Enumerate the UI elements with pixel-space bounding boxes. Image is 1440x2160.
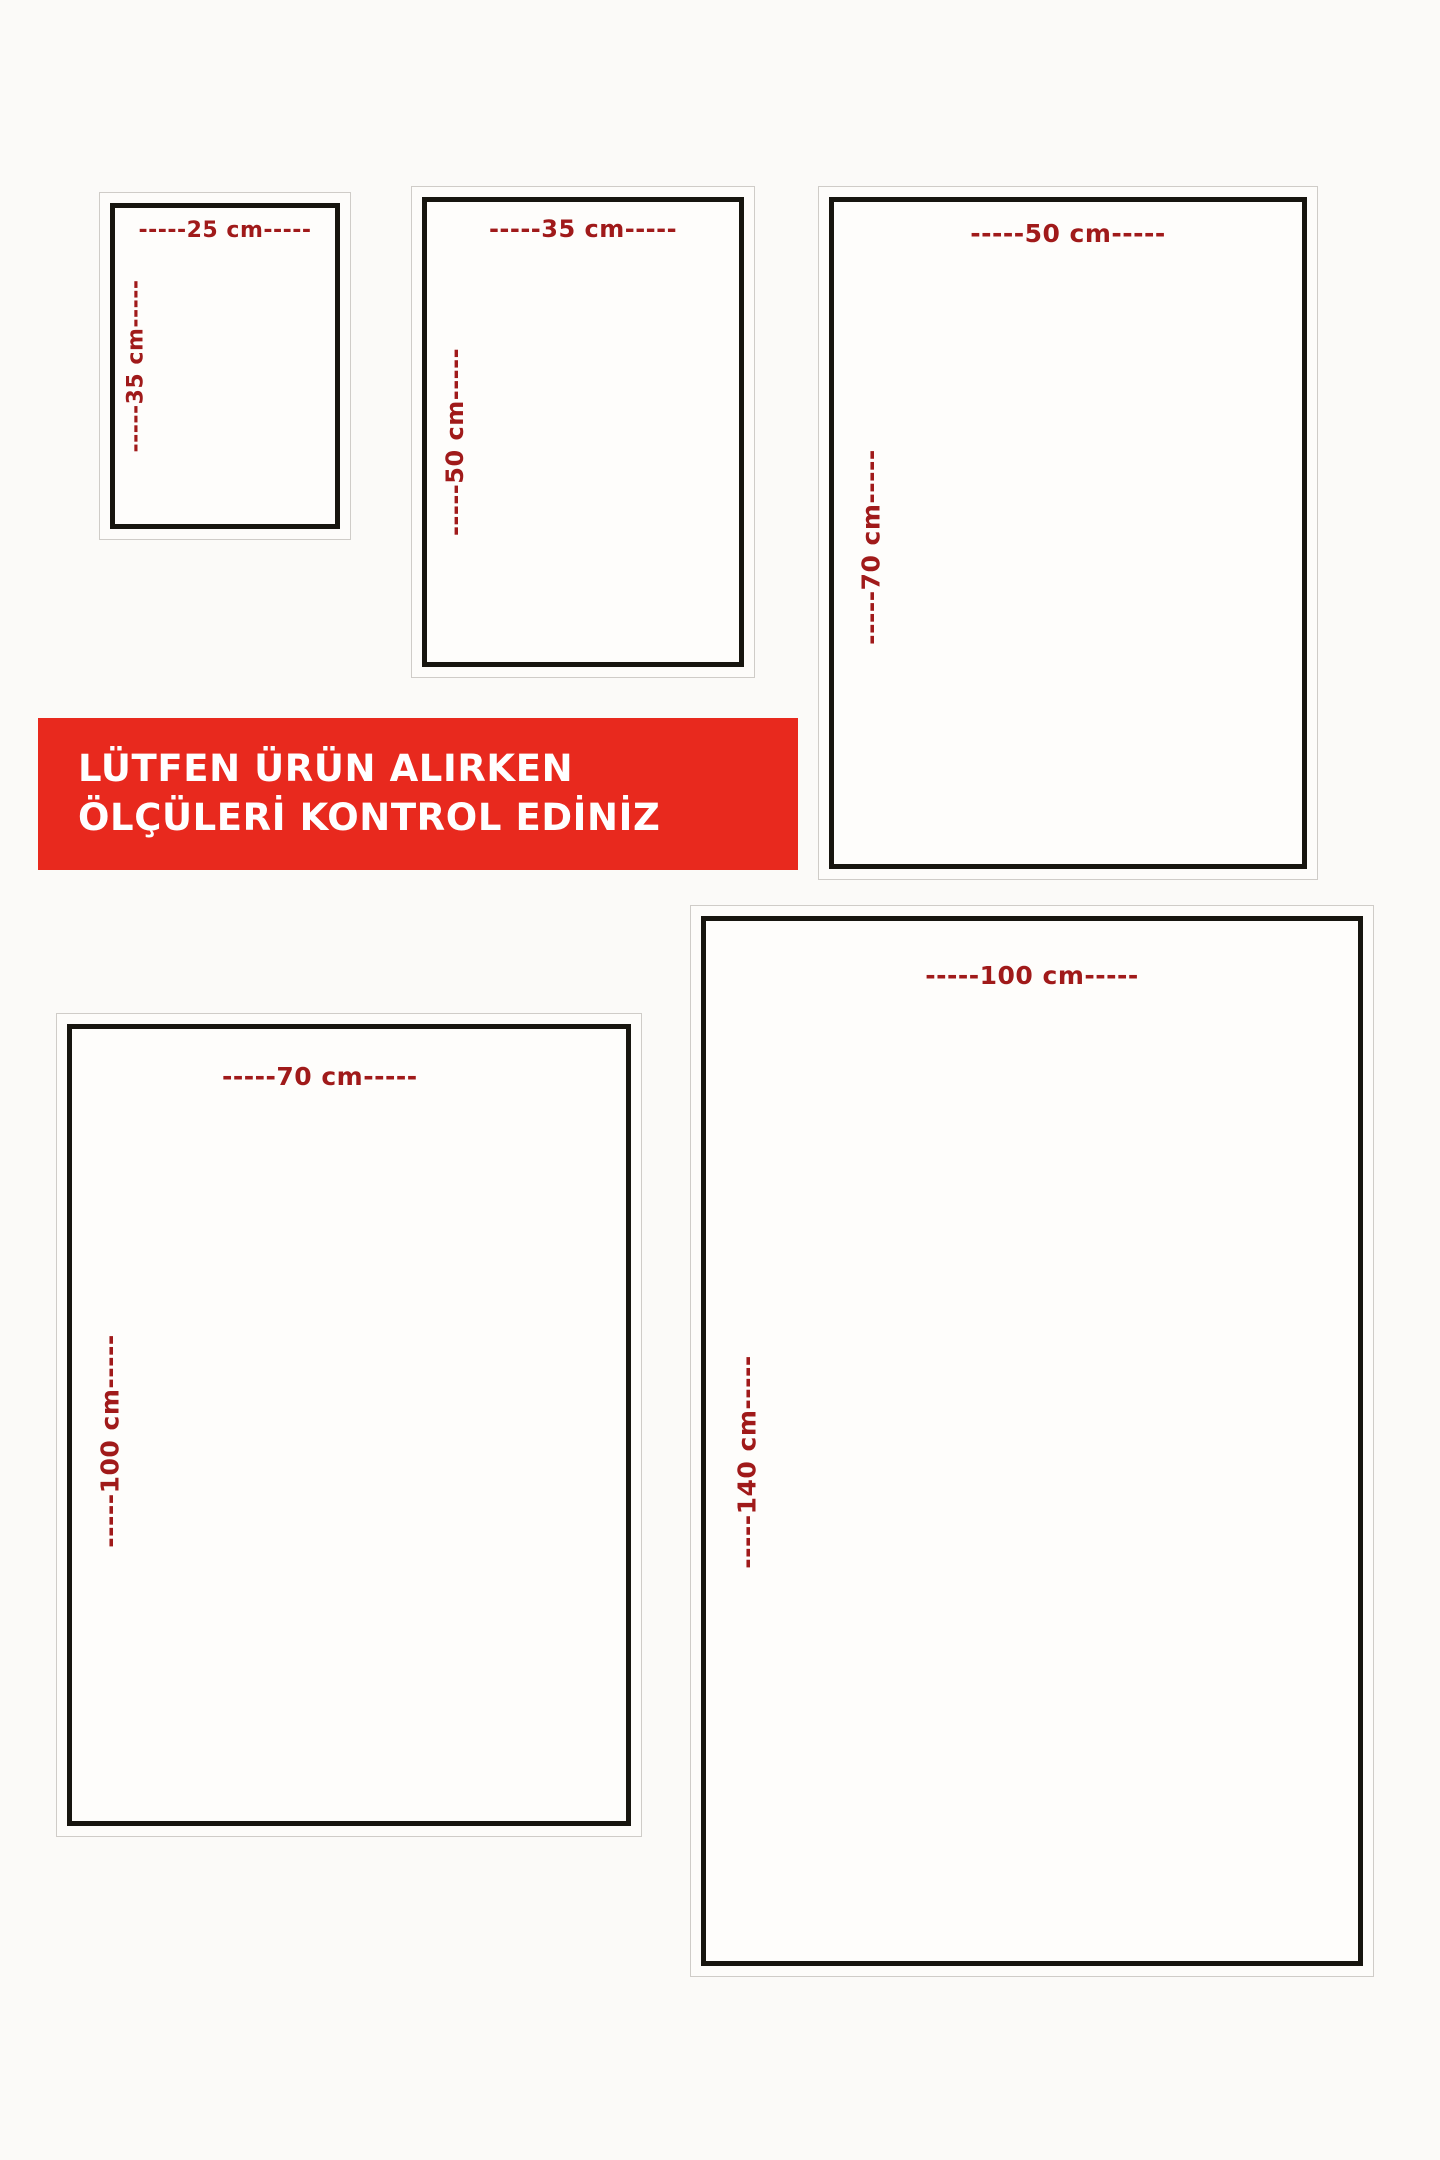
frame-35x50-height-label: -----50 cm-----	[441, 347, 469, 536]
frame-100x140-width-label: -----100 cm-----	[925, 961, 1139, 990]
frame-70x100-height-label: -----100 cm-----	[95, 1334, 125, 1549]
frame-50x70-inner	[829, 197, 1307, 869]
warning-banner-line-1: LÜTFEN ÜRÜN ALIRKEN	[78, 747, 574, 791]
frame-25x35-width-label: -----25 cm-----	[138, 218, 312, 243]
frame-35x50	[411, 186, 755, 678]
frame-100x140-inner	[701, 916, 1363, 1966]
frame-25x35-height-label: -----35 cm-----	[123, 279, 149, 453]
frame-50x70-height-label: -----70 cm-----	[856, 449, 886, 645]
frame-50x70-width-label: -----50 cm-----	[970, 219, 1166, 248]
frame-25x35	[99, 192, 351, 540]
frame-35x50-inner	[422, 197, 744, 667]
frame-35x50-width-label: -----35 cm-----	[488, 215, 678, 243]
frame-100x140-height-label: -----140 cm-----	[732, 1355, 762, 1570]
frame-70x100-inner	[67, 1024, 631, 1826]
frame-70x100-width-label: -----70 cm-----	[221, 1062, 418, 1091]
frame-100x140	[690, 905, 1374, 1977]
frame-70x100	[56, 1013, 642, 1837]
warning-banner	[38, 718, 798, 870]
warning-banner-line-2: ÖLÇÜLERİ KONTROL EDİNİZ	[78, 796, 661, 839]
frame-50x70	[818, 186, 1318, 880]
